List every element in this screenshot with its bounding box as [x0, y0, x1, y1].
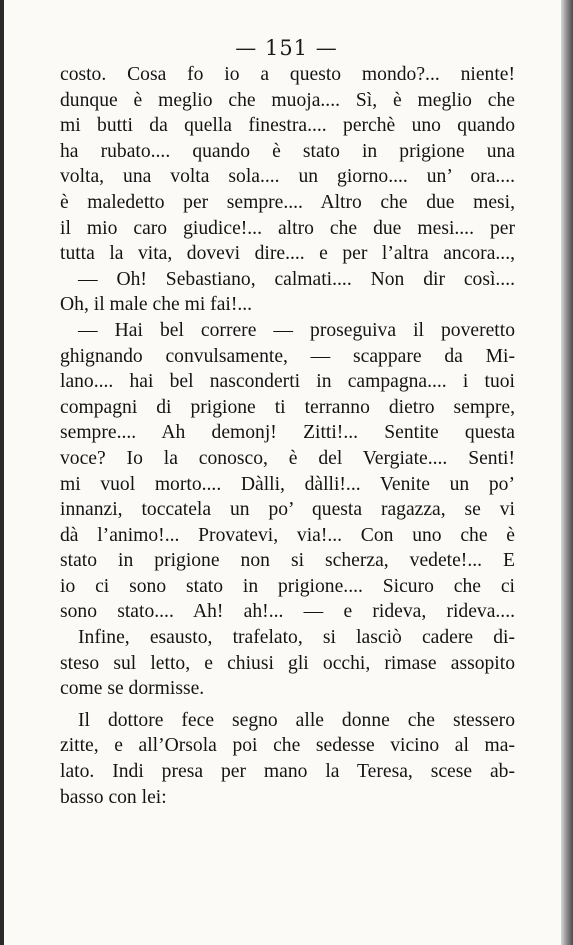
text-line: dunque è meglio che muoja.... Sì, è meglio che — [60, 89, 515, 111]
text-line: basso con lei: — [60, 786, 167, 808]
text-line: sono stato.... Ah! ah!... — e rideva, rideva.... — [60, 601, 515, 623]
text-line: io ci sono stato in prigione.... Sicuro che ci — [60, 575, 515, 597]
text-line: innanzi, toccatela un po’ questa ragazza, se vi — [60, 499, 515, 521]
text-line: stato in prigione non si scherza, vedete!... E — [60, 550, 515, 572]
text-line: il mio caro giudice!... altro che due mesi.... per — [60, 217, 515, 239]
text-line: steso sul letto, e chiusi gli occhi, rimase assopito — [60, 652, 515, 674]
text-line: Infine, esausto, trafelato, si lasciò cadere di- — [78, 627, 515, 649]
text-line: compagni di prigione ti terranno dietro sempre, — [60, 396, 515, 418]
text-line: lano.... hai bel nasconderti in campagna.... i tuoi — [60, 371, 515, 393]
text-line: come se dormisse. — [60, 678, 205, 700]
page-left-edge — [0, 0, 4, 945]
text-line: mi vuol morto.... Dàlli, dàlli!... Venite un po’ — [60, 473, 515, 495]
text-line: dà l’animo!... Provatevi, via!... Con uno che è — [60, 524, 515, 546]
page-number: — 151 — — [235, 36, 338, 60]
text-line: Oh, il male che mi fai!... — [60, 294, 253, 316]
text-line: zitte, e all’Orsola poi che sedesse vicino al ma- — [60, 735, 515, 757]
text-line: volta, una volta sola.... un giorno.... un’ ora.... — [60, 166, 515, 188]
text-line: lato. Indi presa per mano la Teresa, scese ab- — [60, 761, 515, 783]
text-line: tutta la vita, dovevi dire.... e per l’altra ancora..., — [60, 243, 515, 265]
text-line: è maledetto per sempre.... Altro che due mesi, — [60, 191, 515, 213]
text-line: Il dottore fece segno alle donne che stessero — [78, 709, 515, 731]
text-line: — Oh! Sebastiano, calmati.... Non dir così.... — [78, 268, 515, 290]
text-line: mi butti da quella finestra.... perchè uno quando — [60, 115, 515, 137]
text-line: ghignando convulsamente, — scappare da Mi- — [60, 345, 515, 367]
text-line: voce? Io la conosco, è del Vergiate.... Senti! — [60, 447, 515, 469]
text-line: costo. Cosa fo io a questo mondo?... niente! — [60, 64, 515, 85]
text-line: sempre.... Ah demonj! Zitti!... Sentite questa — [60, 422, 515, 444]
page-right-edge — [561, 0, 573, 945]
text-line: — Hai bel correre — proseguiva il poveretto — [78, 319, 515, 341]
text-line: ha rubato.... quando è stato in prigione una — [60, 140, 515, 162]
body-text — [60, 62, 515, 810]
